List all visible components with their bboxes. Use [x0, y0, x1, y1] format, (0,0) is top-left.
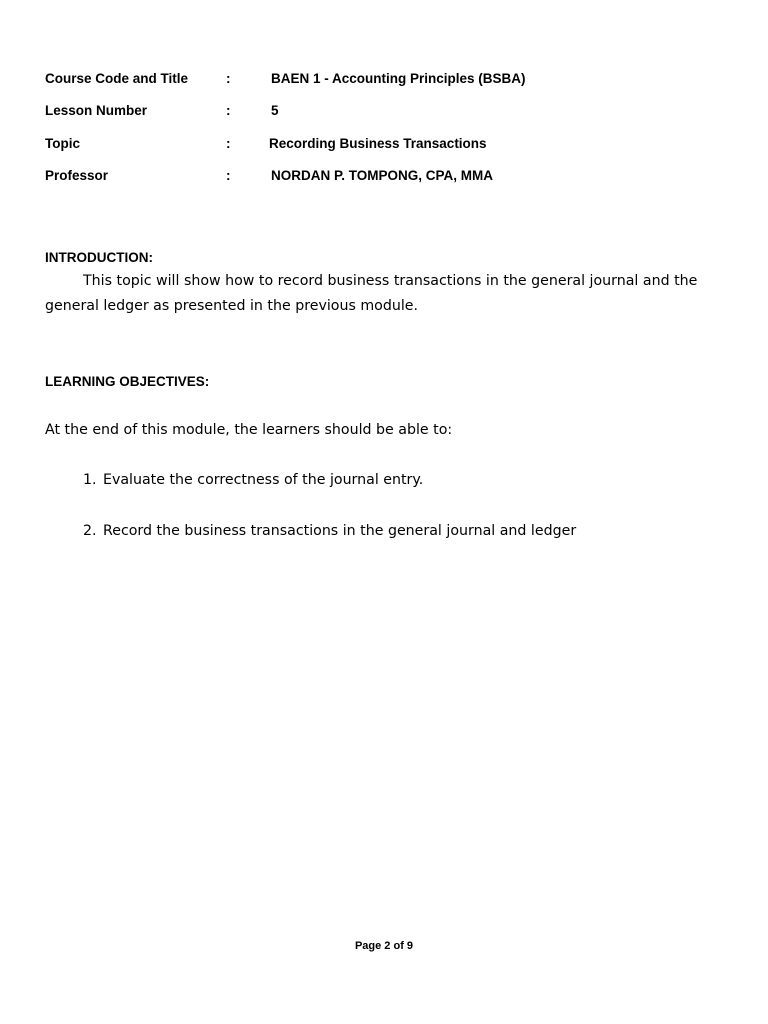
course-code-separator: :	[226, 71, 231, 86]
lesson-number-separator: :	[226, 103, 231, 118]
list-item-number: 2.	[83, 523, 97, 539]
professor-separator: :	[226, 168, 231, 183]
lesson-number-value: 5	[271, 103, 279, 118]
topic-value: Recording Business Transactions	[269, 136, 487, 151]
list-item-text: Record the business transactions in the general journal and ledger	[103, 523, 577, 539]
topic-row	[45, 134, 745, 154]
page-number: Page 2 of 9	[354, 940, 414, 952]
professor-value: NORDAN P. TOMPONG, CPA, MMA	[271, 168, 494, 183]
learning-objectives-heading: LEARNING OBJECTIVES:	[45, 374, 210, 389]
lesson-number-row	[45, 101, 745, 121]
introduction-heading: INTRODUCTION:	[45, 250, 153, 265]
learning-objectives-lead: At the end of this module, the learners should be able to:	[45, 422, 453, 438]
professor-row	[45, 166, 745, 186]
course-code-row	[45, 69, 745, 89]
professor-label: Professor	[45, 168, 109, 183]
topic-label: Topic	[45, 136, 80, 151]
course-code-label: Course Code and Title	[45, 71, 189, 86]
lesson-number-label: Lesson Number	[45, 103, 148, 118]
list-item-text: Evaluate the correctness of the journal entry.	[103, 472, 424, 488]
course-code-value: BAEN 1 - Accounting Principles (BSBA)	[271, 71, 526, 86]
list-item-number: 1.	[83, 472, 97, 488]
introduction-paragraph: This topic will show how to record business transactions in the general journal and the general ledger as presented in the previous module.	[45, 273, 698, 314]
topic-separator: :	[226, 136, 231, 151]
